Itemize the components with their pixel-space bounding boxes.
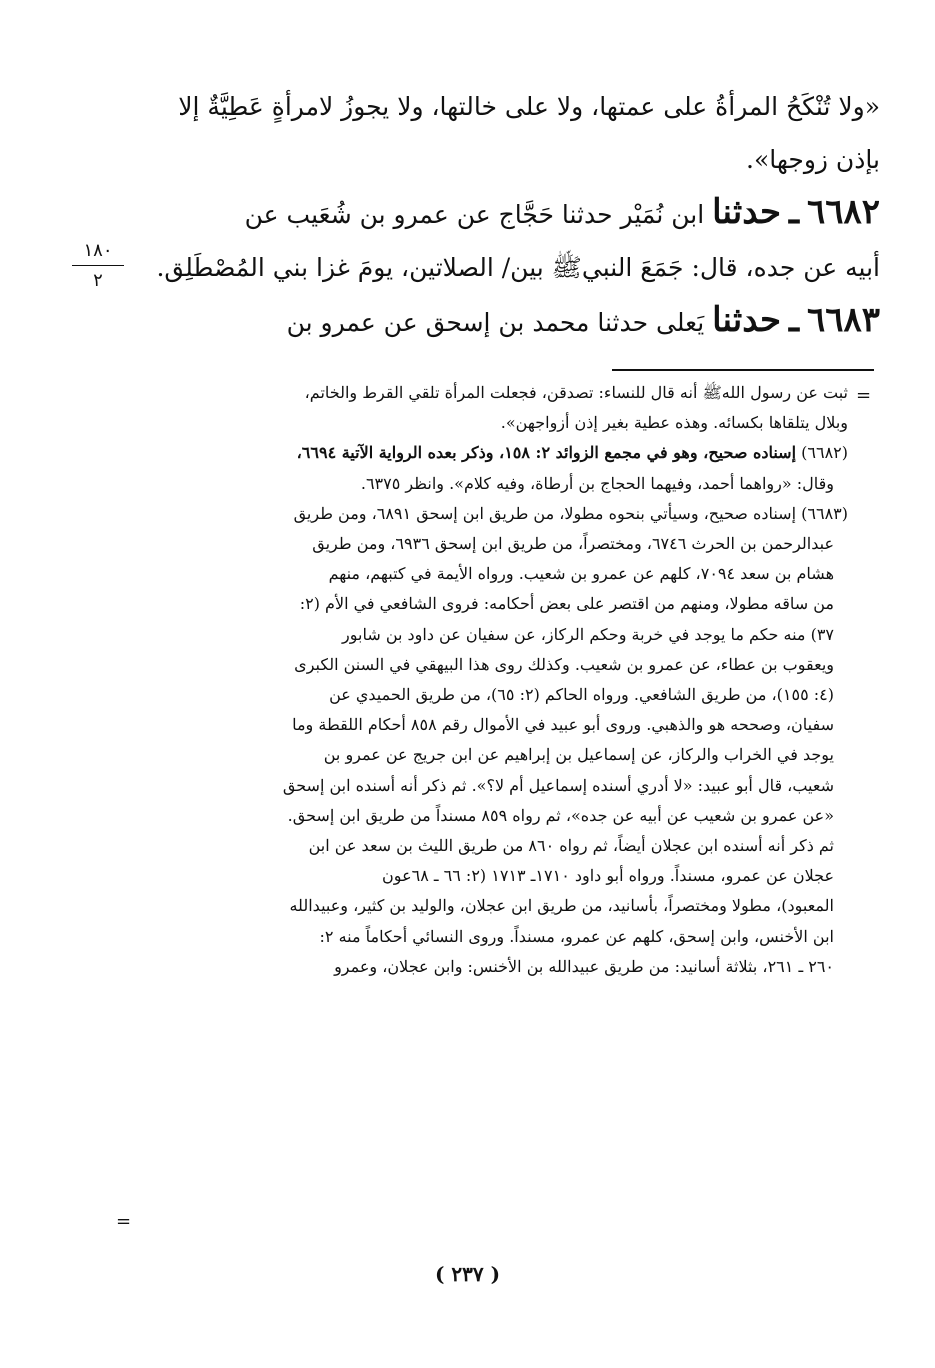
footnote-separator	[612, 369, 874, 371]
footnote-6682-line-1	[128, 438, 848, 468]
margin-page-reference	[72, 240, 124, 292]
footnote-6683-line-12: ثم ذكر أنه أسنده ابن عجلان أيضاً، ثم رواه ٨٦٠ من طريق الليث بن سعد عن ابن	[308, 836, 834, 856]
footnote-line-2: وبلال يتلقاها بكسائه. وهذه عطية بغير إذن أزواجهن».	[500, 413, 848, 433]
main-text-line-2: بإذن زوجها».	[746, 145, 880, 174]
margin-reference-bottom: ٢	[93, 270, 103, 291]
main-text-line-1: «ولا تُنْكَحُ المرأةُ على عمتها، ولا على خالتها، ولا يجوزُ لامرأةٍ عَطِيَّةٌ إلا	[178, 92, 880, 121]
footnote-6683-line-16: ٢٦٠ ـ ٢٦١، بثلاثة أسانيد: من طريق عبيدالله بن الأخنس: وابن عجلان، وعمرو	[334, 956, 834, 976]
hadith-6682-haddathana: حدثنا	[712, 192, 782, 232]
footnote-6683-line-15: ابن الأخنس، وابن إسحق، كلهم عن عمرو، مسنداً. وروى النسائي أحكاماً منه ٢:	[319, 926, 834, 946]
footnote-6682-label: (٦٦٨٢)	[801, 443, 848, 463]
footnote-6683-text: إسناده صحيح، وسيأتي بنحوه مطولا، من طريق ابن إسحق ٦٨٩١، ومن طريق	[293, 503, 797, 523]
margin-reference-rule	[72, 265, 124, 266]
hadith-6683-line	[120, 294, 880, 349]
continuation-mark-top: =	[856, 385, 872, 406]
hadith-6683-dash: ـ	[789, 300, 799, 340]
page-number: ( ٢٣٧ )	[434, 1262, 501, 1286]
footnote-6683-line-14: المعبود)، مطولا ومختصراً، بأسانيد، من طريق ابن عجلان، والوليد بن كثير، وعبيدالله	[289, 896, 834, 916]
footnote-6683-line-2: عبدالرحمن بن الحرث ٦٧٤٦، ومختصراً، من طريق ابن إسحق ٦٩٣٦، ومن طريق	[312, 534, 834, 554]
footnote-6683-line-1	[128, 499, 848, 529]
footnote-6683-line-6: ويعقوب بن عطاء، عن عمرو بن شعيب. وكذلك روى هذا البيهقي في السنن الكبرى	[294, 654, 834, 674]
main-text-line-4: أبيه عن جده، قال: جَمَعَ النبيﷺ بين/ الصلاتين، يومَ غزا بني المُصْطَلِق.	[156, 253, 880, 282]
footnote-6683-line-7: (٤: ١٥٥)، من طريق الشافعي. ورواه الحاكم (٢: ٦٥)، من طريق الحميدي عن	[329, 685, 834, 705]
footnote-6682-line-2: وقال: «رواهما أحمد، وفيهما الحجاج بن أرطاة، وفيه كلام». وانظر ٦٣٧٥.	[360, 473, 834, 493]
footnote-6682-text: إسناده صحيح، وهو في مجمع الزوائد ٢: ١٥٨، وذكر بعده الرواية الآتية ٦٦٩٤،	[296, 443, 797, 463]
footnote-6683-label: (٦٦٨٣)	[801, 503, 848, 523]
continuation-mark-bottom: =	[116, 1211, 132, 1232]
footnote-6683-line-5: ٣٧) منه حكم ما يوجد في خربة وحكم الركاز، عن سفيان عن داود بن شابور	[342, 624, 834, 644]
hadith-6683-haddathana: حدثنا	[712, 300, 782, 340]
main-text-block	[120, 80, 880, 349]
footnote-6683-line-11: «عن عمرو بن شعيب عن أبيه عن جده»، ثم رواه ٨٥٩ مسنداً من طريق ابن إسحق.	[287, 805, 834, 825]
hadith-6682-line	[120, 186, 880, 241]
footnote-6683-line-3: هشام بن سعد ٧٠٩٤، كلهم عن عمرو بن شعيب. ورواه الأيمة في كتبهم، منهم	[328, 564, 834, 584]
hadith-6682-dash: ـ	[789, 192, 799, 232]
footnotes-block	[128, 378, 848, 982]
hadith-6682-text: ابن نُمَيْر حدثنا حَجَّاج عن عمرو بن شُعَيب عن	[244, 200, 705, 229]
hadith-6683-number: ٦٦٨٣	[806, 300, 880, 340]
hadith-6683-text: يَعلى حدثنا محمد بن إسحق عن عمرو بن	[286, 308, 705, 337]
footnote-6683-line-9: يوجد في الخراب والركاز، عن إسماعيل بن إبراهيم عن ابن جريج عن عمرو بن	[323, 745, 834, 765]
margin-reference-top: ١٨٠	[83, 240, 113, 261]
footnote-6683-line-13: عجلان عن عمرو، مسنداً. ورواه أبو داود ١٧١٠ـ ١٧١٣ (٢: ٦٦ ـ ٦٨عون	[382, 866, 834, 886]
footnote-6683-line-4: من ساقه مطولا، ومنهم من اقتصر على بعض أحكامه: فروى الشافعي في الأم (٢:	[299, 594, 834, 614]
footnote-6683-line-10: شعيب، قال أبو عبيد: «لا أدري أسنده إسماعيل أم لا؟». ثم ذكر أنه أسنده ابن إسحق	[282, 775, 834, 795]
footnote-line-1: ثبت عن رسول اللهﷺ أنه قال للنساء: تصدقن، فجعلت المرأة تلقي القرط والخاتم،	[304, 383, 848, 402]
footnote-6683-line-8: سفيان، وصححه هو والذهبي. وروى أبو عبيد في الأموال رقم ٨٥٨ أحكام اللقطة وما	[292, 715, 834, 735]
hadith-6682-number: ٦٦٨٢	[806, 192, 880, 232]
